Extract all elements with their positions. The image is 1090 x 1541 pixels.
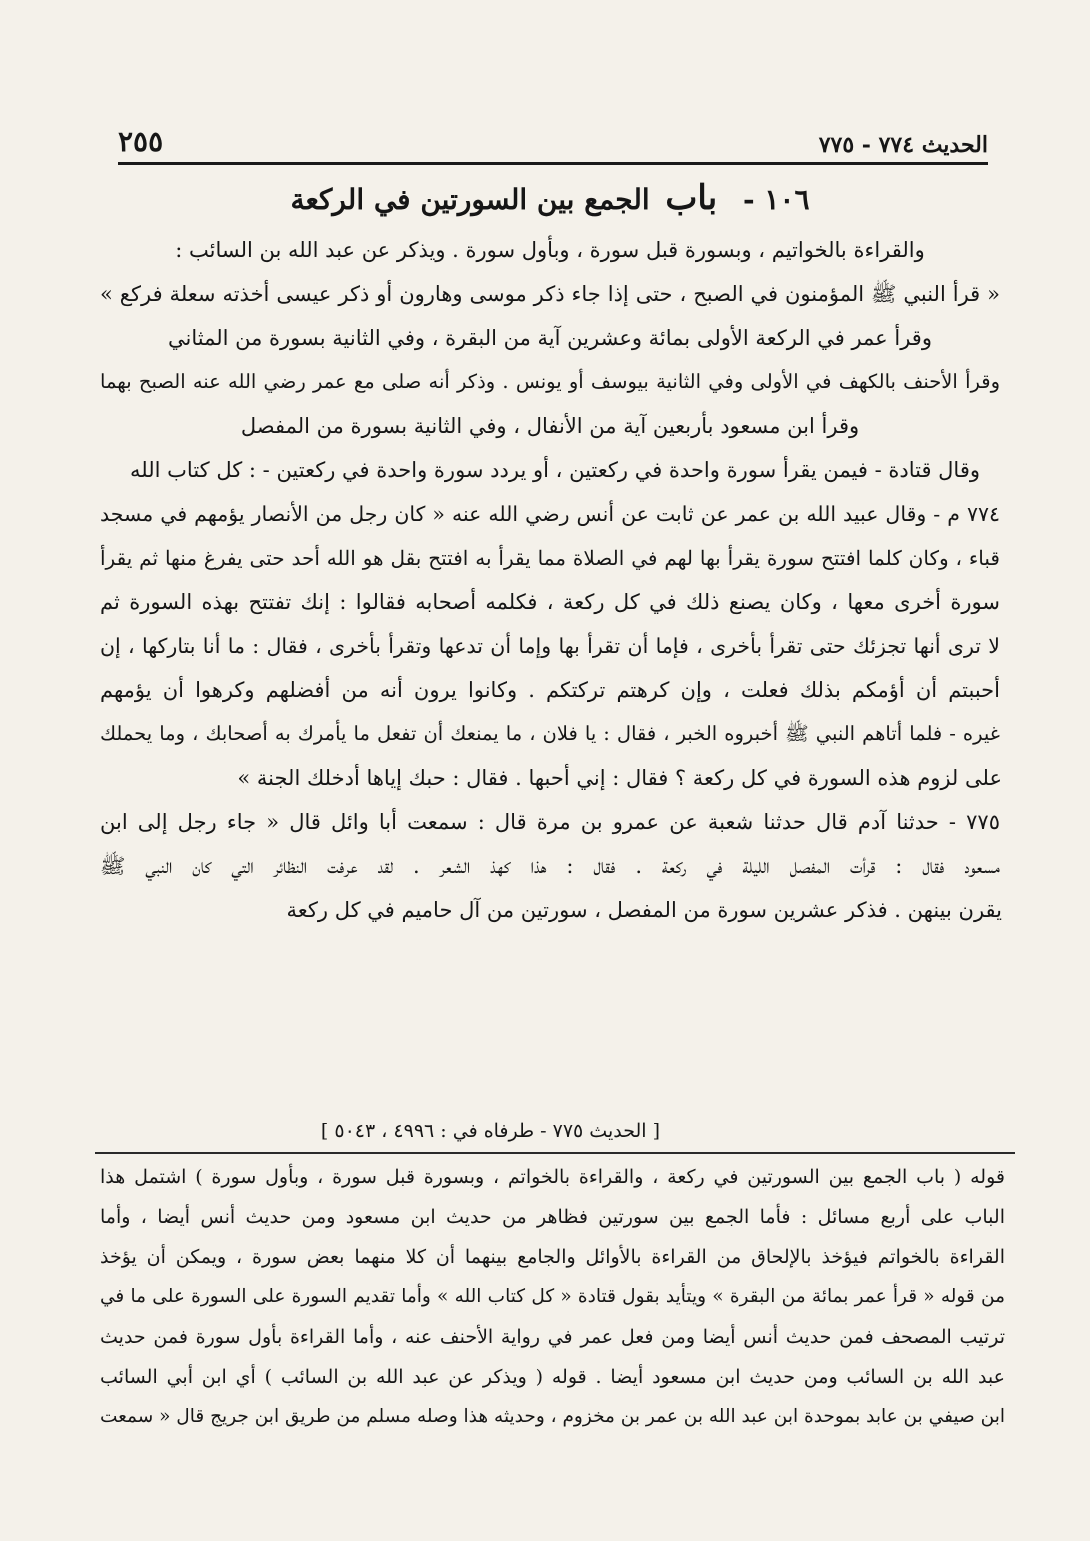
commentary-line: من قوله « قرأ عمر بمائة من البقرة » ويتأيد بقول قتادة « كل كتاب الله » وأما تقديم السورة على السورة على ما في bbox=[100, 1286, 1005, 1307]
hadith-774-line: لا ترى أنها تجزئك حتى تقرأ بأخرى ، فإما أن تقرأ بها وإما أن تدعها وتقرأ بأخرى ، فقال : ما أنا بتاركها ، إن bbox=[100, 634, 1000, 658]
commentary-line: القراءة بالخواتم فيؤخذ بالإلحاق من القراءة بالأوائل والجامع بينهما أن كلا منهما بعض سورة ، ويمكن أن يؤخذ bbox=[100, 1246, 1005, 1268]
chapter-heading bbox=[110, 178, 990, 218]
hadith-774-line: سورة أخرى معها ، وكان يصنع ذلك في كل ركعة ، فكلمه أصحابه فقالوا : إنك تفتتح بهذه السورة ثم bbox=[100, 590, 1000, 614]
commentary-line: ابن صيفي بن عابد بموحدة ابن عبد الله بن عمر بن مخزوم ، وحديثه هذا وصله مسلم من طريق ابن جريج قال « سمعت bbox=[100, 1406, 1005, 1427]
chapter-number: ١٠٦ - bbox=[743, 183, 810, 216]
separator-rule bbox=[95, 1152, 1015, 1154]
hadith-774-line: قباء ، وكان كلما افتتح سورة يقرأ بها لهم في الصلاة مما يقرأ به افتتح بقل هو الله أحد حتى يفرغ منها ثم يقرأ bbox=[100, 546, 1000, 570]
commentary-line: قوله ( باب الجمع بين السورتين في ركعة ، والقراءة بالخواتم ، وبسورة قبل سورة ، وبأول سورة ) اشتمل هذا bbox=[100, 1166, 1005, 1188]
main-text-line: والقراءة بالخواتيم ، وبسورة قبل سورة ، وبأول سورة . ويذكر عن عبد الله بن السائب : bbox=[175, 238, 925, 262]
hadith-775-line: يقرن بينهن . فذكر عشرين سورة من المفصل ، سورتين من آل حاميم في كل ركعة bbox=[286, 898, 1002, 922]
hadith-774-line: على لزوم هذه السورة في كل ركعة ؟ فقال : إني أحبها . فقال : حبك إياها أدخلك الجنة » bbox=[237, 766, 1002, 790]
commentary-line: عبد الله بن السائب ومن حديث ابن مسعود أيضا . قوله ( ويذكر عن عبد الله بن السائب ) أي ابن أبي السائب bbox=[100, 1366, 1005, 1388]
page-number: ٢٥٥ bbox=[118, 125, 164, 158]
main-text-line: « قرأ النبي ﷺ المؤمنون في الصبح ، حتى إذا جاء ذكر موسى وهارون أو ذكر عيسى أخذته سعلة فركع » bbox=[100, 282, 1000, 306]
main-text-line: وقرأ الأحنف بالكهف في الأولى وفي الثانية بيوسف أو يونس . وذكر أنه صلى مع عمر رضي الله عنه الصبح بهما bbox=[100, 370, 1000, 393]
hadith-774-line: ٧٧٤ م - وقال عبيد الله بن عمر عن ثابت عن أنس رضي الله عنه « كان رجل من الأنصار يؤمهم في مسجد bbox=[100, 502, 1000, 526]
main-text-line: وقال قتادة - فيمن يقرأ سورة واحدة في ركعتين ، أو يردد سورة واحدة في ركعتين - : كل كتاب الله bbox=[130, 458, 980, 482]
commentary-line: الباب على أربع مسائل : فأما الجمع بين سورتين فظاهر من حديث ابن مسعود ومن حديث أنس أيضا ، وأما bbox=[100, 1206, 1005, 1228]
running-header-hadith-range: الحديث ٧٧٤ - ٧٧٥ bbox=[818, 132, 988, 158]
main-text-line: وقرأ عمر في الركعة الأولى بمائة وعشرين آية من البقرة ، وفي الثانية بسورة من المثاني bbox=[168, 326, 932, 350]
hadith-774-line: غيره - فلما أتاهم النبي ﷺ أخبروه الخبر ، فقال : يا فلان ، ما يمنعك أن تفعل ما يأمرك به أصحابك ، وما يحملك bbox=[100, 722, 1000, 745]
page-header bbox=[118, 118, 988, 165]
hadith-775-line: ٧٧٥ - حدثنا آدم قال حدثنا شعبة عن عمرو بن مرة قال : سمعت أبا وائل قال « جاء رجل إلى ابن bbox=[100, 810, 1000, 834]
hadith-reference-note: [ الحديث ٧٧٥ - طرفاه في : ٤٩٩٦ ، ٥٠٤٣ ] bbox=[320, 1120, 660, 1142]
hadith-774-line: أحببتم أن أؤمكم بذلك فعلت ، وإن كرهتم تركتكم . وكانوا يرون أنه من أفضلهم وكرهوا أن يؤمهم bbox=[100, 678, 1000, 702]
chapter-title: الجمع بين السورتين في الركعة bbox=[290, 183, 650, 216]
main-text-line: وقرأ ابن مسعود بأربعين آية من الأنفال ، وفي الثانية بسورة من المفصل bbox=[240, 414, 860, 438]
hadith-775-line: مسعود فقال : قرأت المفصل الليلة في ركعة . فقال : هذا كهذ الشعر . لقد عرفت النظائر التي كان النبي ﷺ bbox=[100, 854, 1000, 878]
chapter-bab-label: باب bbox=[665, 178, 718, 218]
commentary-line: ترتيب المصحف فمن حديث أنس أيضا ومن فعل عمر في رواية الأحنف عنه ، وأما القراءة بأول سورة فمن حديث bbox=[100, 1326, 1005, 1348]
